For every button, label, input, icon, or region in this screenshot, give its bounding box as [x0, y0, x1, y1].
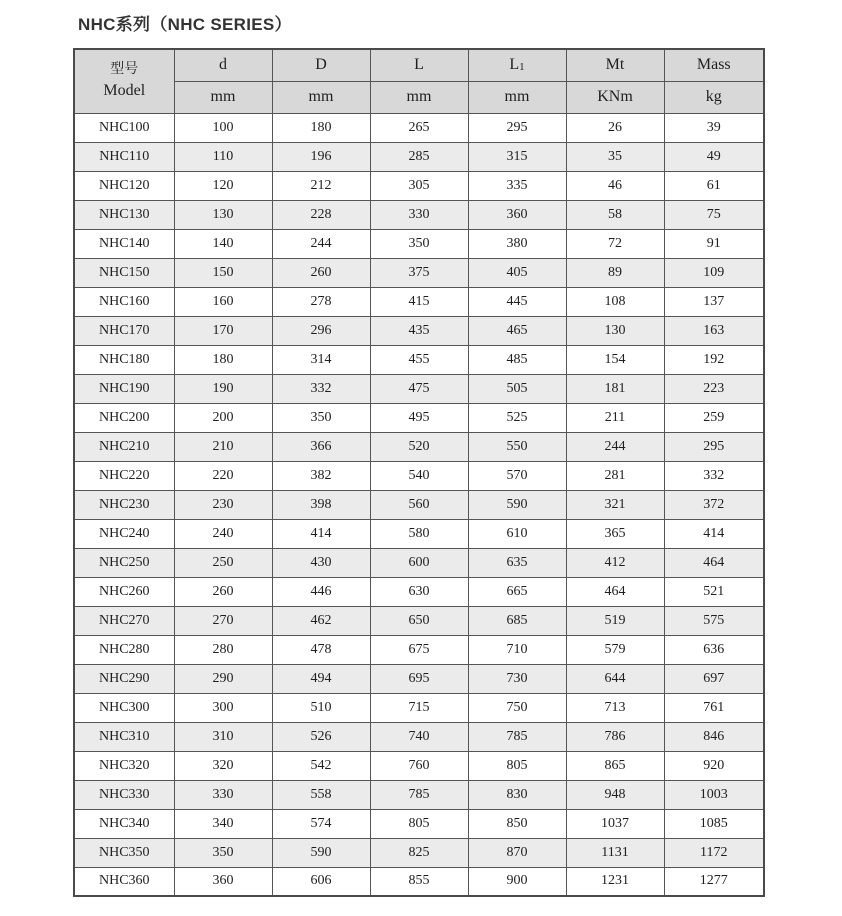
- value-cell: 270: [174, 606, 272, 635]
- value-cell: 295: [664, 432, 764, 461]
- value-cell: 332: [272, 374, 370, 403]
- value-cell: 296: [272, 316, 370, 345]
- unit-header-mm: [272, 81, 370, 113]
- value-cell: 900: [468, 867, 566, 896]
- value-cell: 478: [272, 635, 370, 664]
- value-cell: 58: [566, 200, 664, 229]
- value-cell: 825: [370, 838, 468, 867]
- value-cell: 220: [174, 461, 272, 490]
- value-cell: 558: [272, 780, 370, 809]
- value-cell: 350: [272, 403, 370, 432]
- value-cell: 1085: [664, 809, 764, 838]
- value-cell: 920: [664, 751, 764, 780]
- model-cell: NHC120: [74, 171, 174, 200]
- model-cell: NHC290: [74, 664, 174, 693]
- unit-header-knm: [566, 81, 664, 113]
- model-cell: NHC180: [74, 345, 174, 374]
- value-cell: 575: [664, 606, 764, 635]
- value-cell: 110: [174, 142, 272, 171]
- value-cell: 1231: [566, 867, 664, 896]
- value-cell: 590: [272, 838, 370, 867]
- value-cell: 1277: [664, 867, 764, 896]
- value-cell: 948: [566, 780, 664, 809]
- value-cell: 230: [174, 490, 272, 519]
- value-cell: 519: [566, 606, 664, 635]
- model-cell: NHC260: [74, 577, 174, 606]
- unit-label: mm: [504, 88, 530, 105]
- model-column-header: [74, 49, 174, 113]
- value-cell: 109: [664, 258, 764, 287]
- value-cell: 606: [272, 867, 370, 896]
- value-cell: 600: [370, 548, 468, 577]
- value-cell: 365: [566, 519, 664, 548]
- value-cell: 192: [664, 345, 764, 374]
- table-row: [74, 490, 764, 519]
- table-row: [74, 461, 764, 490]
- model-cell: NHC210: [74, 432, 174, 461]
- value-cell: 315: [468, 142, 566, 171]
- model-cell: NHC350: [74, 838, 174, 867]
- value-cell: 39: [664, 113, 764, 142]
- column-header-mass: [664, 49, 764, 81]
- value-cell: 750: [468, 693, 566, 722]
- value-cell: 494: [272, 664, 370, 693]
- column-header-l1: [468, 49, 566, 81]
- model-cell: NHC190: [74, 374, 174, 403]
- table-row: [74, 606, 764, 635]
- model-cell: NHC300: [74, 693, 174, 722]
- table-row: [74, 867, 764, 896]
- value-cell: 350: [174, 838, 272, 867]
- table-row: [74, 635, 764, 664]
- value-cell: 465: [468, 316, 566, 345]
- value-cell: 846: [664, 722, 764, 751]
- value-cell: 710: [468, 635, 566, 664]
- model-cell: NHC130: [74, 200, 174, 229]
- value-cell: 240: [174, 519, 272, 548]
- table-row: [74, 113, 764, 142]
- value-cell: 730: [468, 664, 566, 693]
- table-row: [74, 693, 764, 722]
- table-row: [74, 171, 764, 200]
- value-cell: 280: [174, 635, 272, 664]
- model-cell: NHC280: [74, 635, 174, 664]
- value-cell: 228: [272, 200, 370, 229]
- value-cell: 75: [664, 200, 764, 229]
- column-label: L: [414, 56, 424, 74]
- value-cell: 697: [664, 664, 764, 693]
- column-label: d: [219, 56, 227, 74]
- value-cell: 321: [566, 490, 664, 519]
- value-cell: 72: [566, 229, 664, 258]
- value-cell: 870: [468, 838, 566, 867]
- value-cell: 310: [174, 722, 272, 751]
- value-cell: 366: [272, 432, 370, 461]
- value-cell: 305: [370, 171, 468, 200]
- value-cell: 259: [664, 403, 764, 432]
- model-cell: NHC330: [74, 780, 174, 809]
- value-cell: 505: [468, 374, 566, 403]
- value-cell: 414: [664, 519, 764, 548]
- unit-header-mm: [370, 81, 468, 113]
- model-cell: NHC240: [74, 519, 174, 548]
- value-cell: 580: [370, 519, 468, 548]
- value-cell: 855: [370, 867, 468, 896]
- column-label: Mt: [605, 56, 625, 74]
- value-cell: 462: [272, 606, 370, 635]
- value-cell: 181: [566, 374, 664, 403]
- value-cell: 1037: [566, 809, 664, 838]
- table-row: [74, 374, 764, 403]
- value-cell: 650: [370, 606, 468, 635]
- model-cell: NHC270: [74, 606, 174, 635]
- value-cell: 785: [370, 780, 468, 809]
- value-cell: 715: [370, 693, 468, 722]
- value-cell: 285: [370, 142, 468, 171]
- model-cell: NHC220: [74, 461, 174, 490]
- value-cell: 525: [468, 403, 566, 432]
- model-cell: NHC340: [74, 809, 174, 838]
- value-cell: 412: [566, 548, 664, 577]
- table-row: [74, 316, 764, 345]
- value-cell: 375: [370, 258, 468, 287]
- table-row: [74, 664, 764, 693]
- model-cell: NHC310: [74, 722, 174, 751]
- spec-table-body: [74, 113, 764, 896]
- value-cell: 211: [566, 403, 664, 432]
- unit-header-mm: [174, 81, 272, 113]
- value-cell: 520: [370, 432, 468, 461]
- model-cell: NHC320: [74, 751, 174, 780]
- value-cell: 295: [468, 113, 566, 142]
- model-cell: NHC360: [74, 867, 174, 896]
- page-title: NHC系列（NHC SERIES）: [78, 15, 292, 34]
- table-row: [74, 432, 764, 461]
- value-cell: 314: [272, 345, 370, 374]
- value-cell: 445: [468, 287, 566, 316]
- value-cell: 120: [174, 171, 272, 200]
- value-cell: 414: [272, 519, 370, 548]
- value-cell: 250: [174, 548, 272, 577]
- value-cell: 485: [468, 345, 566, 374]
- unit-label: mm: [308, 88, 334, 105]
- value-cell: 108: [566, 287, 664, 316]
- value-cell: 223: [664, 374, 764, 403]
- table-row: [74, 287, 764, 316]
- value-cell: 526: [272, 722, 370, 751]
- value-cell: 630: [370, 577, 468, 606]
- value-cell: 579: [566, 635, 664, 664]
- value-cell: 49: [664, 142, 764, 171]
- value-cell: 160: [174, 287, 272, 316]
- value-cell: 180: [272, 113, 370, 142]
- model-cell: NHC110: [74, 142, 174, 171]
- value-cell: 281: [566, 461, 664, 490]
- model-header-en: Model: [103, 81, 146, 99]
- value-cell: 212: [272, 171, 370, 200]
- value-cell: 278: [272, 287, 370, 316]
- value-cell: 635: [468, 548, 566, 577]
- value-cell: 475: [370, 374, 468, 403]
- value-cell: 210: [174, 432, 272, 461]
- header-row-units: [74, 81, 764, 113]
- model-cell: NHC150: [74, 258, 174, 287]
- unit-label: mm: [210, 88, 236, 105]
- column-header-l: [370, 49, 468, 81]
- value-cell: 154: [566, 345, 664, 374]
- model-cell: NHC200: [74, 403, 174, 432]
- table-row: [74, 142, 764, 171]
- model-cell: NHC230: [74, 490, 174, 519]
- value-cell: 163: [664, 316, 764, 345]
- value-cell: 330: [174, 780, 272, 809]
- model-cell: NHC100: [74, 113, 174, 142]
- value-cell: 200: [174, 403, 272, 432]
- value-cell: 430: [272, 548, 370, 577]
- column-label: D: [315, 56, 327, 74]
- value-cell: 380: [468, 229, 566, 258]
- value-cell: 740: [370, 722, 468, 751]
- value-cell: 61: [664, 171, 764, 200]
- value-cell: 560: [370, 490, 468, 519]
- value-cell: 137: [664, 287, 764, 316]
- model-cell: NHC140: [74, 229, 174, 258]
- table-row: [74, 519, 764, 548]
- value-cell: 713: [566, 693, 664, 722]
- unit-label: kg: [705, 88, 722, 105]
- value-cell: 644: [566, 664, 664, 693]
- value-cell: 196: [272, 142, 370, 171]
- column-label-subscript: 1: [519, 61, 525, 74]
- value-cell: 675: [370, 635, 468, 664]
- value-cell: 446: [272, 577, 370, 606]
- value-cell: 89: [566, 258, 664, 287]
- value-cell: 260: [174, 577, 272, 606]
- value-cell: 435: [370, 316, 468, 345]
- table-row: [74, 200, 764, 229]
- value-cell: 405: [468, 258, 566, 287]
- value-cell: 805: [370, 809, 468, 838]
- unit-label: KNm: [597, 88, 633, 105]
- value-cell: 150: [174, 258, 272, 287]
- spec-table: [73, 48, 765, 897]
- value-cell: 360: [468, 200, 566, 229]
- value-cell: 140: [174, 229, 272, 258]
- table-row: [74, 751, 764, 780]
- value-cell: 100: [174, 113, 272, 142]
- value-cell: 35: [566, 142, 664, 171]
- column-header-d: [174, 49, 272, 81]
- value-cell: 464: [566, 577, 664, 606]
- header-row-labels: [74, 49, 764, 81]
- value-cell: 46: [566, 171, 664, 200]
- value-cell: 521: [664, 577, 764, 606]
- value-cell: 510: [272, 693, 370, 722]
- table-row: [74, 577, 764, 606]
- value-cell: 320: [174, 751, 272, 780]
- value-cell: 464: [664, 548, 764, 577]
- value-cell: 495: [370, 403, 468, 432]
- value-cell: 330: [370, 200, 468, 229]
- value-cell: 761: [664, 693, 764, 722]
- column-label: Mass: [696, 56, 731, 74]
- value-cell: 695: [370, 664, 468, 693]
- value-cell: 1131: [566, 838, 664, 867]
- value-cell: 590: [468, 490, 566, 519]
- value-cell: 360: [174, 867, 272, 896]
- table-row: [74, 548, 764, 577]
- value-cell: 786: [566, 722, 664, 751]
- value-cell: 265: [370, 113, 468, 142]
- value-cell: 91: [664, 229, 764, 258]
- value-cell: 1172: [664, 838, 764, 867]
- table-row: [74, 258, 764, 287]
- value-cell: 574: [272, 809, 370, 838]
- value-cell: 130: [174, 200, 272, 229]
- value-cell: 130: [566, 316, 664, 345]
- value-cell: 805: [468, 751, 566, 780]
- value-cell: 455: [370, 345, 468, 374]
- value-cell: 382: [272, 461, 370, 490]
- value-cell: 570: [468, 461, 566, 490]
- table-row: [74, 838, 764, 867]
- value-cell: 372: [664, 490, 764, 519]
- value-cell: 785: [468, 722, 566, 751]
- value-cell: 850: [468, 809, 566, 838]
- value-cell: 665: [468, 577, 566, 606]
- value-cell: 760: [370, 751, 468, 780]
- column-header-mt: [566, 49, 664, 81]
- table-row: [74, 809, 764, 838]
- model-cell: NHC160: [74, 287, 174, 316]
- value-cell: 865: [566, 751, 664, 780]
- table-row: [74, 403, 764, 432]
- table-row: [74, 229, 764, 258]
- value-cell: 540: [370, 461, 468, 490]
- model-cell: NHC250: [74, 548, 174, 577]
- value-cell: 332: [664, 461, 764, 490]
- value-cell: 180: [174, 345, 272, 374]
- value-cell: 340: [174, 809, 272, 838]
- spec-table-head: [74, 49, 764, 113]
- value-cell: 350: [370, 229, 468, 258]
- value-cell: 170: [174, 316, 272, 345]
- unit-header-mm: [468, 81, 566, 113]
- value-cell: 260: [272, 258, 370, 287]
- model-header-zh: 型号: [110, 62, 139, 77]
- unit-label: mm: [406, 88, 432, 105]
- value-cell: 830: [468, 780, 566, 809]
- value-cell: 300: [174, 693, 272, 722]
- value-cell: 1003: [664, 780, 764, 809]
- table-row: [74, 780, 764, 809]
- value-cell: 636: [664, 635, 764, 664]
- value-cell: 26: [566, 113, 664, 142]
- unit-header-kg: [664, 81, 764, 113]
- value-cell: 290: [174, 664, 272, 693]
- value-cell: 244: [566, 432, 664, 461]
- value-cell: 610: [468, 519, 566, 548]
- value-cell: 244: [272, 229, 370, 258]
- value-cell: 550: [468, 432, 566, 461]
- value-cell: 415: [370, 287, 468, 316]
- value-cell: 685: [468, 606, 566, 635]
- column-header-d: [272, 49, 370, 81]
- value-cell: 190: [174, 374, 272, 403]
- table-row: [74, 722, 764, 751]
- model-cell: NHC170: [74, 316, 174, 345]
- column-label: L: [509, 56, 520, 74]
- table-row: [74, 345, 764, 374]
- value-cell: 542: [272, 751, 370, 780]
- value-cell: 335: [468, 171, 566, 200]
- value-cell: 398: [272, 490, 370, 519]
